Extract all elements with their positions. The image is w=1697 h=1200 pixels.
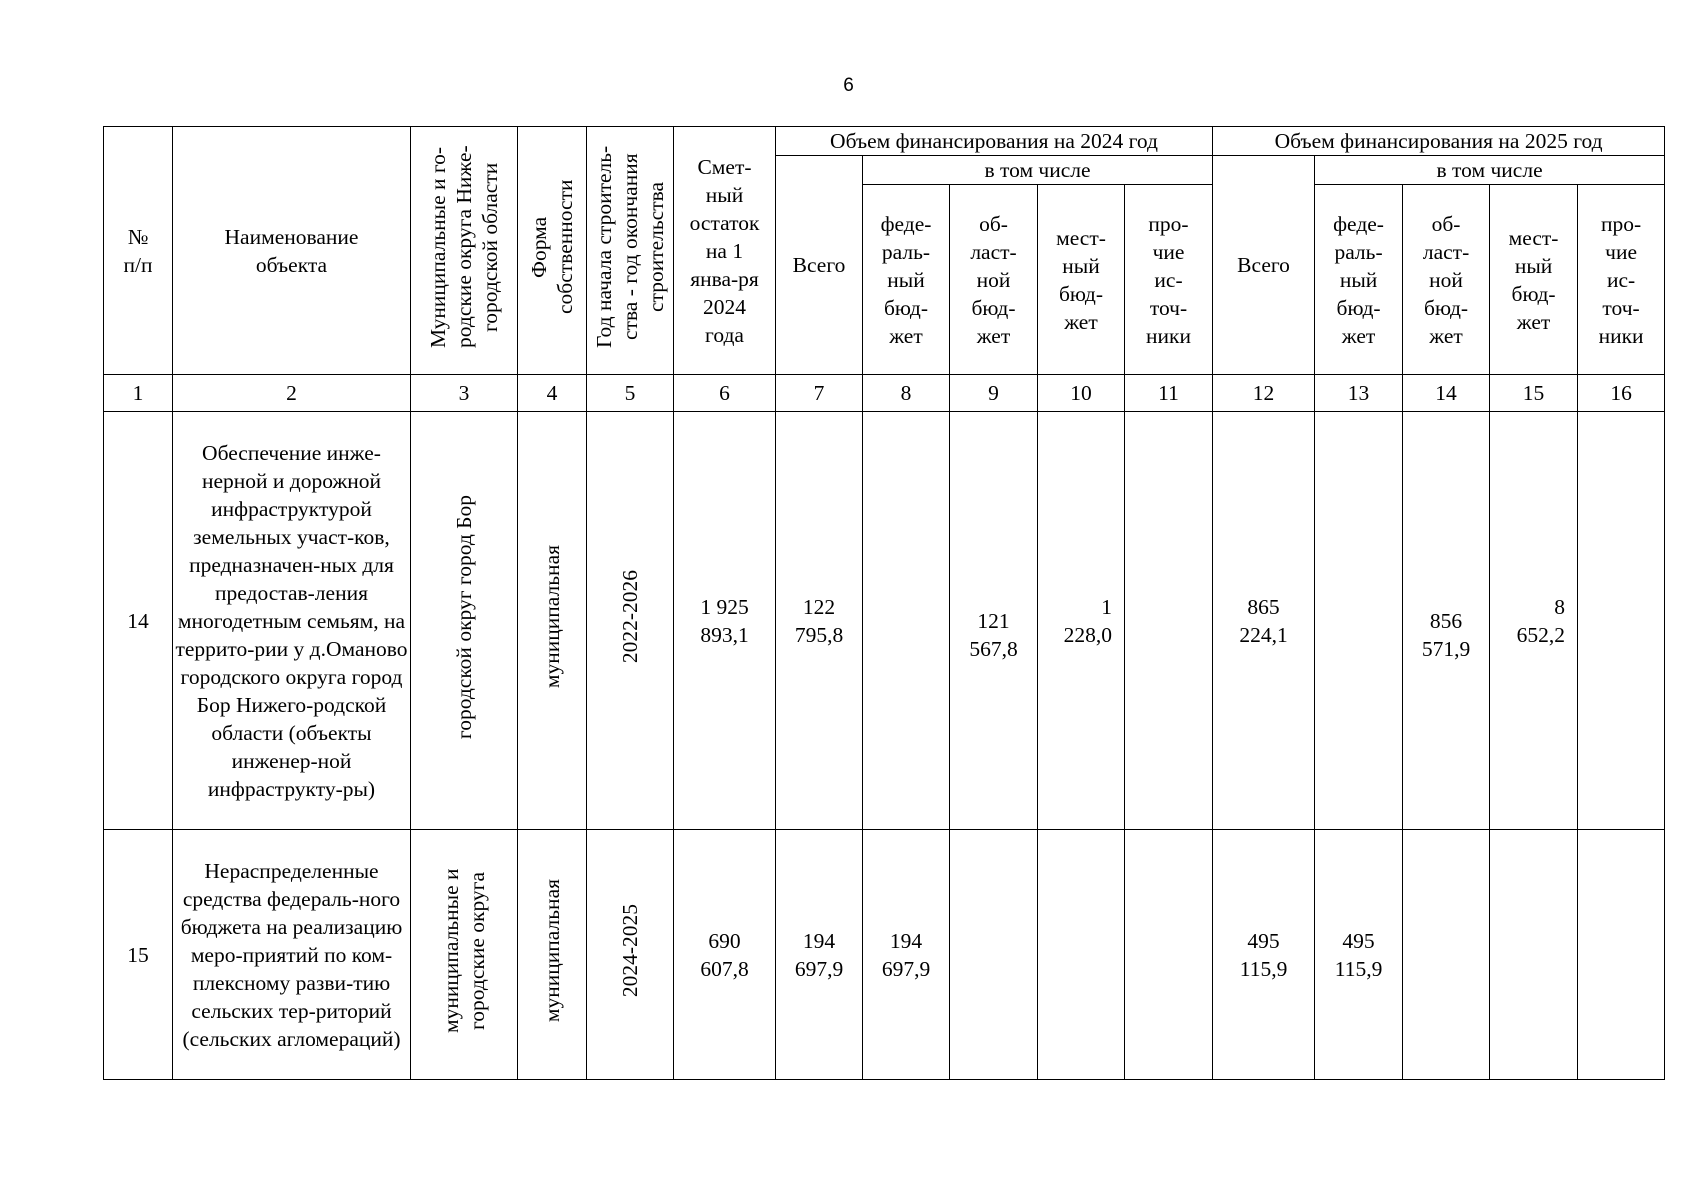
- row-regional-2025-text: 856 571,9: [1421, 608, 1471, 661]
- row-estimate-text: 1 925 893,1: [700, 594, 749, 647]
- header-regional-2024-text: об-ласт-ной бюд-жет: [970, 211, 1017, 348]
- row-other-2024: [1125, 412, 1213, 830]
- row-total-2024-text: 194 697,9: [794, 928, 844, 981]
- row-ownership: [518, 412, 587, 830]
- row-local-2025: [1490, 412, 1578, 830]
- header-municipality-text: Муниципальные и го-родские округа Ниже-городской области: [426, 145, 502, 349]
- row-municipality: [411, 412, 518, 830]
- row-total-2024: [776, 412, 863, 830]
- table-row: [104, 830, 1665, 1080]
- col-number: 3: [411, 375, 518, 412]
- row-local-2024: [1038, 412, 1125, 830]
- financing-table: [103, 126, 1665, 1080]
- row-name: Обеспечение инже-нерной и дорожной инфраструктурой земельных участ-ков, предназначен-ных для предостав-ления многодетным семьям, на террито-рии у д.Оманово городского округа город Бор Нижего-родской области (объекты инженер-ной инфраструкту-ры): [173, 412, 411, 830]
- header-ownership-text: Форма собственности: [527, 179, 577, 315]
- header-total-2024: Всего: [776, 156, 863, 375]
- header-regional-2025-text: об-ласт-ной бюд-жет: [1422, 211, 1470, 348]
- row-regional-2024: [950, 830, 1038, 1080]
- header-local-2024-text: мест-ный бюд-жет: [1056, 225, 1106, 334]
- header-federal-2025: [1315, 185, 1403, 375]
- row-num: 14: [104, 412, 173, 830]
- row-municipality-text: городской округ город Бор: [452, 494, 476, 740]
- header-other-2024: [1125, 185, 1213, 375]
- header-federal-2025-text: феде-раль-ный бюд-жет: [1333, 211, 1384, 348]
- header-years: [587, 127, 674, 375]
- header-years-text: Год начала строитель-ства - год окончания строительства: [592, 145, 668, 349]
- col-number: 5: [587, 375, 674, 412]
- col-number: 14: [1403, 375, 1490, 412]
- header-ownership: [518, 127, 587, 375]
- row-federal-2025: [1315, 830, 1403, 1080]
- row-estimate: [674, 412, 776, 830]
- header-incl-2025: в том числе: [1315, 156, 1665, 185]
- row-federal-2024: [863, 830, 950, 1080]
- row-federal-2025-text: 495 115,9: [1334, 928, 1383, 981]
- header-name: [173, 127, 411, 375]
- row-total-2024: [776, 830, 863, 1080]
- col-number: 16: [1578, 375, 1665, 412]
- row-estimate: [674, 830, 776, 1080]
- header-name-text: Наименование объекта: [224, 224, 359, 277]
- header-total-2025: Всего: [1213, 156, 1315, 375]
- col-number: 13: [1315, 375, 1403, 412]
- row-other-2025: [1578, 830, 1665, 1080]
- row-regional-2024-text: 121 567,8: [969, 608, 1018, 661]
- table-row: [104, 412, 1665, 830]
- row-federal-2025: [1315, 412, 1403, 830]
- header-fin2025: Объем финансирования на 2025 год: [1213, 127, 1665, 156]
- row-municipality-text: муниципальные и городские округа: [439, 868, 489, 1034]
- header-other-2025: [1578, 185, 1665, 375]
- header-local-2025-text: мест-ный бюд-жет: [1508, 225, 1559, 334]
- row-years-text: 2024-2025: [618, 904, 642, 998]
- row-local-2024-text: 1 228,0: [1063, 594, 1112, 647]
- row-other-2024: [1125, 830, 1213, 1080]
- header-other-2024-text: про-чие ис-точ-ники: [1146, 211, 1191, 348]
- row-years-text: 2022-2026: [618, 570, 642, 664]
- col-number: 2: [173, 375, 411, 412]
- row-federal-2024: [863, 412, 950, 830]
- col-number: 12: [1213, 375, 1315, 412]
- header-incl-2024: в том числе: [863, 156, 1213, 185]
- header-estimate: [674, 127, 776, 375]
- row-total-2025-text: 495 115,9: [1239, 928, 1288, 981]
- header-num: [104, 127, 173, 375]
- row-num: 15: [104, 830, 173, 1080]
- col-number: 10: [1038, 375, 1125, 412]
- header-estimate-text: Смет-ный остаток на 1 янва-ря 2024 года: [689, 154, 760, 347]
- row-years: [587, 412, 674, 830]
- row-name: Нераспределенные средства федераль-ного бюджета на реализацию меро-приятий по ком-плексному разви-тию сельских тер-риторий (сельских агломераций): [173, 830, 411, 1080]
- row-local-2024: [1038, 830, 1125, 1080]
- row-regional-2025: [1403, 830, 1490, 1080]
- row-other-2025: [1578, 412, 1665, 830]
- column-number-row: [104, 375, 1665, 412]
- header-num-text: № п/п: [123, 224, 153, 277]
- row-local-2025-text: 8 652,2: [1516, 594, 1566, 647]
- header-federal-2024-text: феде-раль-ный бюд-жет: [880, 211, 932, 348]
- page-number: 6: [843, 75, 854, 96]
- header-fin2024: Объем финансирования на 2024 год: [776, 127, 1213, 156]
- row-municipality: [411, 830, 518, 1080]
- row-ownership-text: муниципальная: [540, 879, 564, 1023]
- row-ownership: [518, 830, 587, 1080]
- row-local-2025: [1490, 830, 1578, 1080]
- col-number: 6: [674, 375, 776, 412]
- row-regional-2024: [950, 412, 1038, 830]
- col-number: 15: [1490, 375, 1578, 412]
- col-number: 1: [104, 375, 173, 412]
- col-number: 9: [950, 375, 1038, 412]
- row-estimate-text: 690 607,8: [700, 928, 749, 981]
- row-regional-2025: [1403, 412, 1490, 830]
- row-federal-2024-text: 194 697,9: [881, 928, 931, 981]
- col-number: 4: [518, 375, 587, 412]
- header-local-2025: [1490, 185, 1578, 375]
- header-regional-2024: [950, 185, 1038, 375]
- row-total-2025: [1213, 830, 1315, 1080]
- col-number: 8: [863, 375, 950, 412]
- header-other-2025-text: про-чие ис-точ-ники: [1598, 211, 1644, 348]
- row-ownership-text: муниципальная: [540, 545, 564, 689]
- header-municipality: [411, 127, 518, 375]
- header-federal-2024: [863, 185, 950, 375]
- col-number: 7: [776, 375, 863, 412]
- row-total-2024-text: 122 795,8: [794, 594, 844, 647]
- row-total-2025-text: 865 224,1: [1239, 594, 1288, 647]
- row-years: [587, 830, 674, 1080]
- header-local-2024: [1038, 185, 1125, 375]
- col-number: 11: [1125, 375, 1213, 412]
- header-regional-2025: [1403, 185, 1490, 375]
- row-total-2025: [1213, 412, 1315, 830]
